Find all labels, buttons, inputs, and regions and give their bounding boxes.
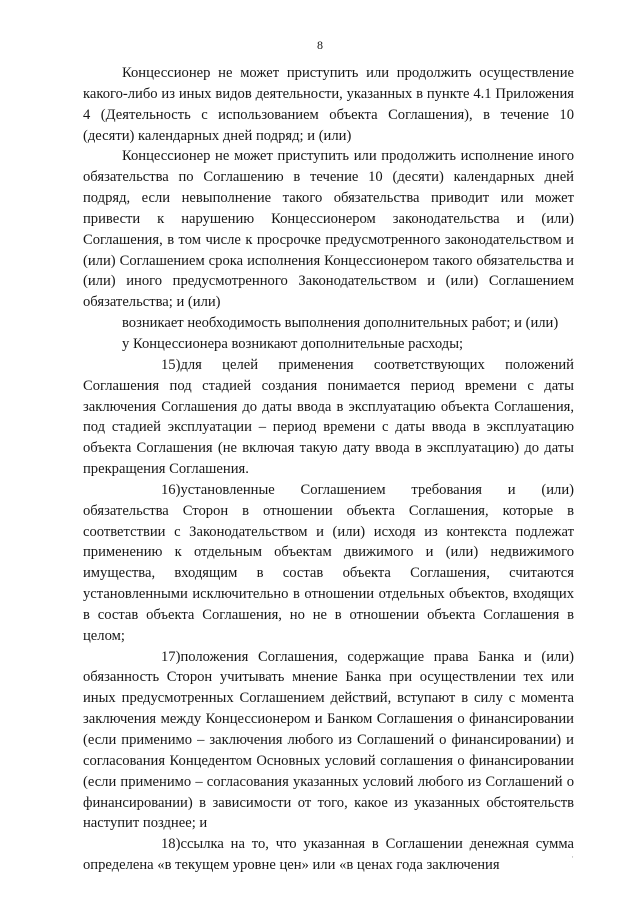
- numbered-item-17: [83, 647, 574, 835]
- paragraph-text: установленные Соглашением требования и (или) обязательства Сторон в отношении объекта Соглашения, которые в соответствии с Законодательством и (или) исходя из контекста подлежат применению к отдельным объектам движимого и (или) недвижимого имущества, входящим в состав объекта Соглашения, считаются установленными исключительно в отношении отдельных объектов, входящих в состав объекта Соглашения, но не в отношении объекта Соглашения в целом;: [83, 481, 574, 644]
- item-number: 16): [161, 481, 181, 498]
- paragraph-2: [83, 146, 574, 313]
- scan-speck: ·: [571, 852, 574, 862]
- paragraph-text: Концессионер не может приступить или продолжить осуществление какого-либо из иных видов деятельности, указанных в пункте 4.1 Приложения 4 (Деятельность с использованием объекта Соглашения), в течение 10 (десяти) календарных дней подряд; и (или): [83, 65, 574, 144]
- paragraph-text: у Концессионера возникают дополнительные расходы;: [122, 335, 464, 352]
- item-number: 18): [161, 836, 181, 853]
- item-number: 15): [161, 356, 181, 373]
- page-number: 8: [317, 38, 323, 52]
- paragraph-1: [83, 63, 574, 146]
- paragraph-text: положения Соглашения, содержащие права Банка и (или) обязанность Сторон учитывать мнение Банка при осуществлении тех или иных предусмотренных Соглашением действий, вступают в силу с момента заключения между Концессионером и Банком Соглашения о финансировании (если применимо – заключения любого из Соглашений о финансировании) и согласования Концедентом Основных условий соглашения о финансировании (если применимо – согласования указанных условий любого из Соглашений о финансировании) в зависимости от того, какое из указанных обстоятельств наступит позднее; и: [83, 648, 574, 832]
- document-body: [83, 63, 574, 876]
- numbered-item-18: [83, 834, 574, 876]
- paragraph-text: для целей применения соответствующих положений Соглашения под стадией создания понимается период времени с даты заключения Соглашения до даты ввода в эксплуатацию объекта Соглашения, под стадией эксплуатации – период времени с даты ввода в эксплуатацию объекта Соглашения (не включая такую дату ввода в эксплуатацию) до даты прекращения Соглашения.: [83, 356, 574, 478]
- numbered-item-16: [83, 480, 574, 647]
- paragraph-text: ссылка на то, что указанная в Соглашении денежная сумма определена «в текущем уровне цен» или «в ценах года заключения: [83, 836, 574, 874]
- item-number: 17): [161, 648, 181, 665]
- paragraph-text: возникает необходимость выполнения дополнительных работ; и (или): [122, 315, 559, 332]
- paragraph-text: Концессионер не может приступить или продолжить исполнение иного обязательства по Соглашению в течение 10 (десяти) календарных дней подряд, если невыполнение такого обязательства приводит или может привести к нарушению Концессионером законодательства и (или) Соглашения, в том числе к просрочке предусмотренного законодательством и (или) Соглашением срока исполнения Концессионером такого обязательства и (или) иного предусмотренного Законодательством и (или) Соглашением обязательства; и (или): [83, 148, 574, 311]
- paragraph-4: [83, 334, 574, 355]
- numbered-item-15: [83, 355, 574, 480]
- paragraph-3: [83, 313, 574, 334]
